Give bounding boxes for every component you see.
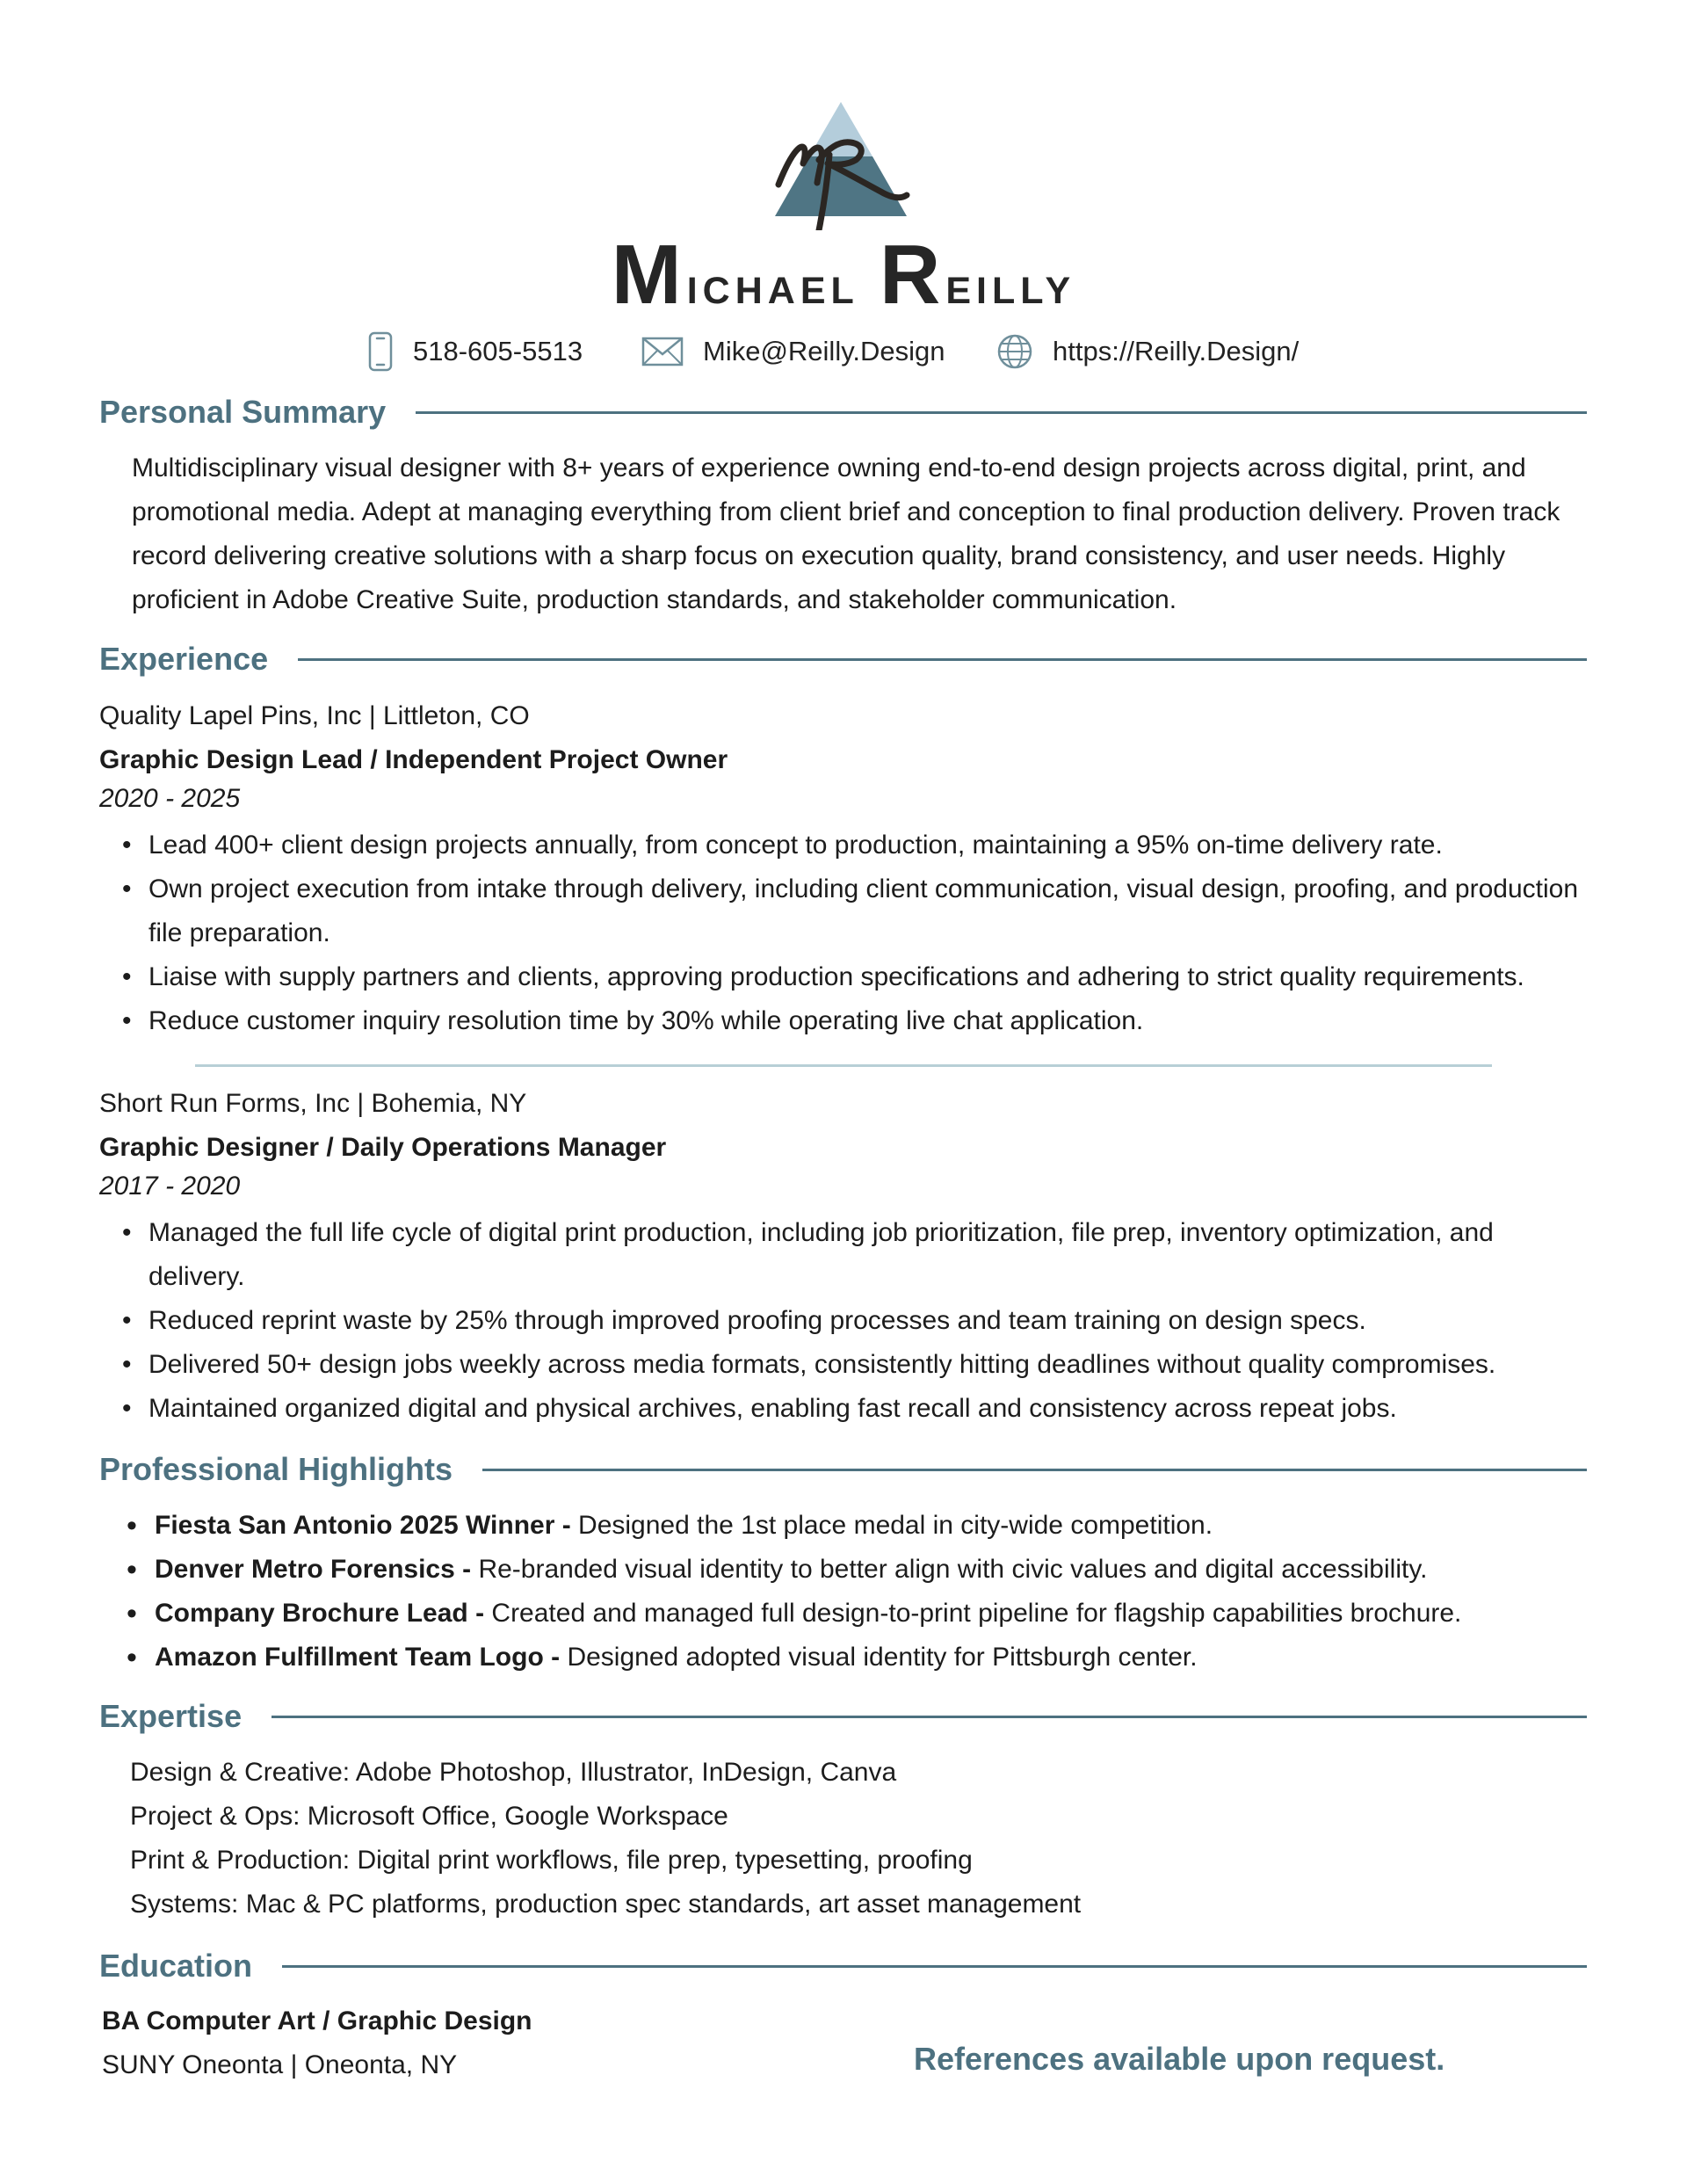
highlights-title: Professional Highlights — [99, 1451, 453, 1487]
highlights-section-header — [99, 1448, 1587, 1491]
expertise-item: Systems: Mac & PC platforms, production spec standards, art asset management — [130, 1890, 1082, 1919]
highlight-text: Designed the 1st place medal in city-wide competition. — [570, 1511, 1213, 1540]
highlights-list — [102, 1504, 1596, 1680]
job-2-bullets — [99, 1211, 1593, 1431]
highlight-title: Amazon Fulfillment Team Logo - — [155, 1643, 561, 1672]
contact-website[interactable] — [996, 325, 1299, 378]
name-initial-first: M — [611, 228, 687, 322]
name-initial-last: R — [880, 228, 946, 322]
list-item: • Reduce customer inquiry resolution time by 30% while operating live chat application. — [99, 999, 1593, 1043]
job-1-bullets — [99, 824, 1593, 1043]
expertise-item: Design & Creative: Adobe Photoshop, Illustrator, InDesign, Canva — [130, 1758, 897, 1787]
highlight-text: Created and managed full design-to-print pipeline for flagship capabilities brochure. — [484, 1599, 1462, 1628]
highlight-item — [102, 1592, 1596, 1636]
name-first-rest: ichael — [686, 255, 859, 316]
expertise-item: Project & Ops: Microsoft Office, Google Workspace — [130, 1802, 728, 1831]
contact-row — [0, 325, 1687, 378]
contact-email[interactable] — [641, 325, 945, 378]
monogram-logo — [766, 98, 916, 230]
highlight-text: Re-branded visual identity to better align with civic values and digital accessibility. — [471, 1555, 1428, 1584]
job-2-years: 2017 - 2020 — [99, 1172, 241, 1201]
experience-title: Experience — [99, 641, 269, 677]
section-rule — [298, 658, 1587, 661]
email-address: Mike@Reilly.Design — [703, 336, 945, 366]
job-2-company: Short Run Forms, Inc | Bohemia, NY — [99, 1089, 527, 1118]
education-title: Education — [99, 1948, 253, 1984]
list-item: • Managed the full life cycle of digital print production, including job prioritization, file prep, inventory optimization, and delivery. — [99, 1211, 1593, 1299]
section-rule — [416, 411, 1587, 414]
section-rule — [272, 1716, 1587, 1718]
job-1-company: Quality Lapel Pins, Inc | Littleton, CO — [99, 701, 530, 730]
candidate-name — [0, 227, 1687, 323]
highlight-text: Designed adopted visual identity for Pittsburgh center. — [560, 1643, 1198, 1672]
job-1-years: 2020 - 2025 — [99, 784, 241, 813]
website-url: https://Reilly.Design/ — [1053, 336, 1300, 366]
expertise-list — [130, 1751, 1536, 1926]
experience-section-header — [99, 637, 1587, 681]
highlight-item — [102, 1504, 1596, 1548]
highlight-title: Fiesta San Antonio 2025 Winner - — [155, 1511, 571, 1540]
list-item: • Own project execution from intake through delivery, including client communication, visual design, proofing, and production file preparation. — [99, 867, 1593, 955]
summary-section-header — [99, 390, 1587, 434]
education-section-header — [99, 1944, 1587, 1988]
summary-title: Personal Summary — [99, 394, 387, 430]
mail-icon — [641, 337, 684, 366]
expertise-title: Expertise — [99, 1698, 243, 1734]
list-item: • Delivered 50+ design jobs weekly across media formats, consistently hitting deadlines without quality compromises. — [99, 1343, 1593, 1387]
job-2-role: Graphic Designer / Daily Operations Manager — [99, 1133, 667, 1162]
job-1-role: Graphic Design Lead / Independent Project Owner — [99, 745, 728, 774]
highlight-item — [102, 1548, 1596, 1592]
list-item: • Maintained organized digital and physical archives, enabling fast recall and consistency across repeat jobs. — [99, 1387, 1593, 1431]
list-item: • Lead 400+ client design projects annually, from concept to production, maintaining a 95% on-time delivery rate. — [99, 824, 1593, 867]
references-note: References available upon request. — [914, 2041, 1445, 2077]
education-school: SUNY Oneonta | Oneonta, NY — [102, 2050, 458, 2079]
highlight-title: Denver Metro Forensics - — [155, 1555, 472, 1584]
education-degree: BA Computer Art / Graphic Design — [102, 2006, 532, 2035]
list-item: • Reduced reprint waste by 25% through improved proofing processes and team training on design specs. — [99, 1299, 1593, 1343]
expertise-section-header — [99, 1694, 1587, 1738]
phone-number: 518-605-5513 — [413, 336, 583, 366]
section-rule — [482, 1469, 1587, 1471]
highlight-item — [102, 1636, 1596, 1680]
phone-icon — [367, 331, 394, 372]
contact-phone[interactable] — [367, 325, 583, 378]
highlight-title: Company Brochure Lead - — [155, 1599, 485, 1628]
job-divider — [195, 1064, 1492, 1067]
list-item: • Liaise with supply partners and clients, approving production specifications and adhering to strict quality requirements. — [99, 955, 1593, 999]
globe-icon — [996, 333, 1033, 370]
section-rule — [282, 1965, 1587, 1968]
summary-text: Multidisciplinary visual designer with 8+ years of experience owning end-to-end design projects across digital, print, and promotional media. Adept at managing everything from client brief and conception to final production delivery. Proven track record delivering creative solutions with a sharp focus on execution quality, brand consistency, and user needs. Highly proficient in Adobe Creative Suite, production standards, and stakeholder communication. — [132, 453, 1560, 614]
expertise-item: Print & Production: Digital print workflows, file prep, typesetting, proofing — [130, 1846, 973, 1875]
name-last-rest: eilly — [945, 255, 1076, 316]
